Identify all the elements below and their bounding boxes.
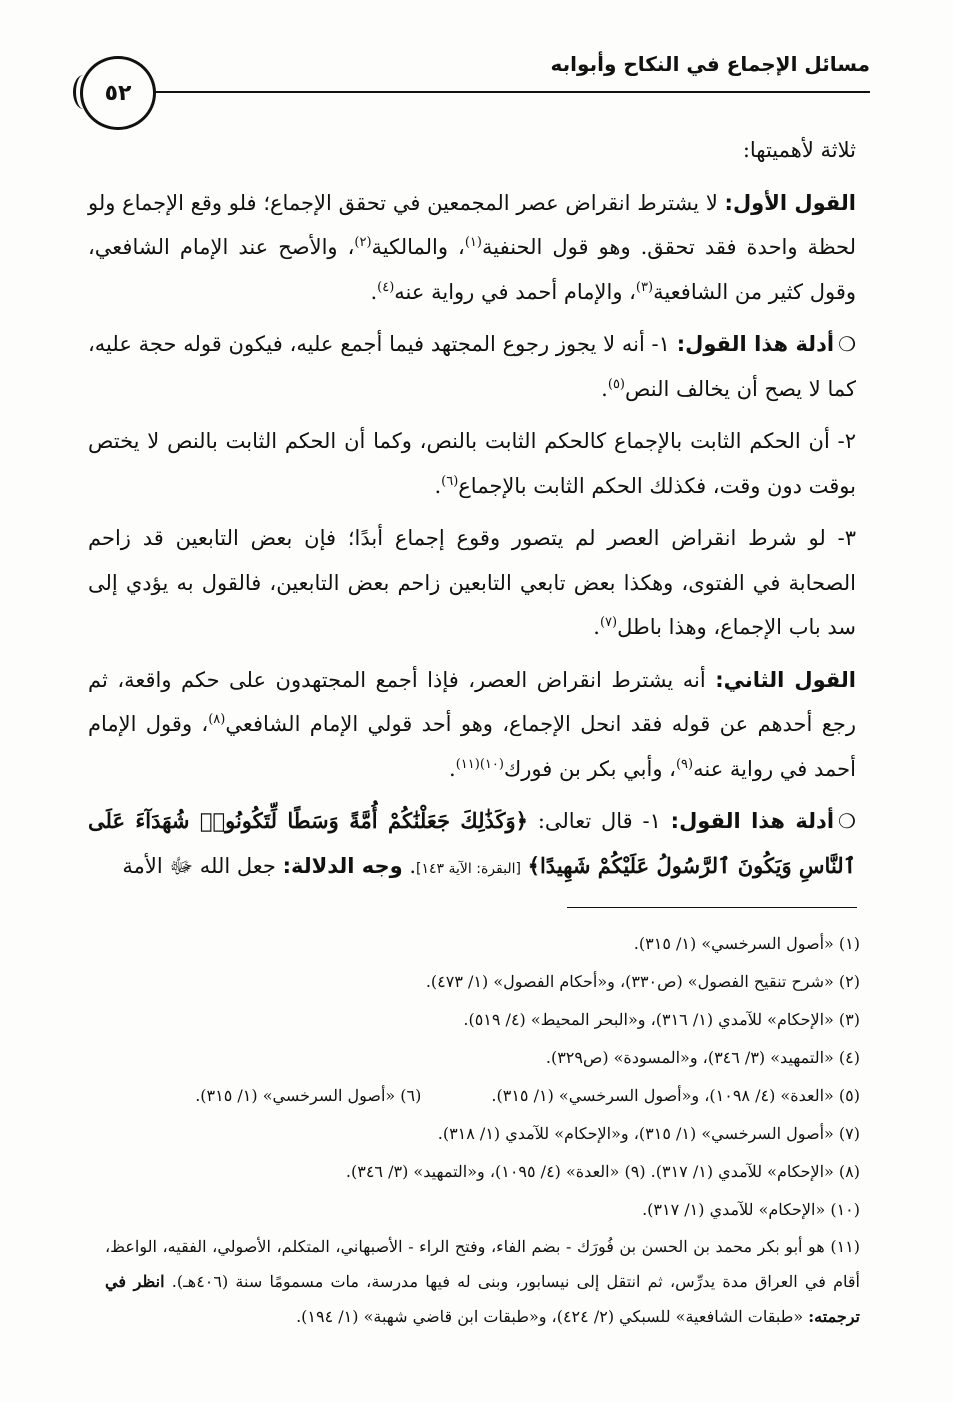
footnote-ref-4[interactable]: (٤) bbox=[377, 279, 395, 295]
header-rule bbox=[90, 91, 870, 93]
circle-bullet-icon: ❍ bbox=[838, 809, 856, 833]
footnote-ref-9[interactable]: (٩) bbox=[675, 756, 694, 772]
page-number-badge bbox=[80, 56, 156, 130]
footnote-1: (١) «أصول السرخسي» (١/ ٣١٥). bbox=[633, 934, 860, 953]
footnote-4: (٤) «التمهيد» (٣/ ٣٤٦)، و«المسودة» (ص٣٢٩). bbox=[545, 1048, 860, 1067]
quran-verse: ﴿وَكَذَٰلِكَ جَعَلْنَٰكُمْ أُمَّةً وَسَطًا لِّتَكُونُوا۟ شُهَدَآءَ عَلَى ٱلنَّاسِ وَيَكُونَ ٱلرَّسُولُ عَلَيْكُمْ شَهِيدًا﴾ bbox=[88, 808, 856, 878]
paragraph-second-opinion: القول الثاني: أنه يشترط انقراض العصر، فإذا أجمع المجتهدون على حكم واقعة، ثم رجع أحدهم عن قوله فقد انحل الإجماع، وهو أحد قولي الإمام الشافعي$^{(٨)}$، وقول الإمام أحمد في رواية عنه$^{(٩)}$، وأبي بكر بن فورك$^{(١٠)(١١)}$. bbox=[88, 667, 857, 781]
footnote-ref-10-11[interactable]: (١٠)(١١) bbox=[455, 756, 504, 772]
heading-indication: وجه الدلالة: bbox=[282, 853, 403, 878]
footnote-ref-1[interactable]: (١) bbox=[464, 235, 482, 250]
footnote-6: (٦) «أصول السرخسي» (١/ ٣١٥). bbox=[195, 1086, 422, 1105]
footnote-separator bbox=[567, 907, 857, 908]
paragraph-intro: ثلاثة لأهميتها: bbox=[742, 138, 856, 162]
heading-evidence-first: أدلة هذا القول: bbox=[676, 332, 835, 356]
circle-bullet-icon: ❍ bbox=[838, 332, 856, 356]
paragraph-first-opinion: القول الأول: لا يشترط انقراض عصر المجمعين في تحقق الإجماع؛ فلو وقع الإجماع ولو لحظة واحدة فقد تحقق. وهو قول الحنفية$^{(١)}$، والمالكية$^{(٢)}$، والأصح عند الإمام الشافعي، وقول كثير من الشافعية$^{(٣)}$، والإمام أحمد في رواية عنه$^{(٤)}$. bbox=[88, 190, 856, 304]
paragraph-evidence-2: ٢- أن الحكم الثابت بالإجماع كالحكم الثابت بالنص، وكما أن الحكم الثابت بالنص لا يختص بوقت دون وقت، فكذلك الحكم الثابت بالإجماع$^{(٦)}$. bbox=[88, 429, 856, 498]
footnote-3: (٣) «الإحكام» للآمدي (١/ ٣١٦)، و«البحر المحيط» (٤/ ٥١٩). bbox=[463, 1010, 860, 1029]
paragraph-evidence-second: ❍أدلة هذا القول: ١- قال تعالى: ﴿وَكَذَٰلِكَ جَعَلْنَٰكُمْ أُمَّةً وَسَطًا لِّتَكُونُوا۟ شُهَدَآءَ عَلَى ٱلنَّاسِ وَيَكُونَ ٱلرَّسُولُ عَلَيْكُمْ شَهِيدًا﴾ [البقرة: الآية ١٤٣]. وجه الدلالة: جعل الله ﷻ الأمة bbox=[88, 808, 856, 878]
footnote-ref-7[interactable]: (٧) bbox=[599, 615, 618, 630]
footnote-5: (٥) «العدة» (٤/ ١٠٩٨)، و«أصول السرخسي» (١/ ٣١٥). bbox=[491, 1086, 860, 1105]
footnote-11: (١١) هو أبو بكر محمد بن الحسن بن فُورَك - بضم الفاء، وفتح الراء - الأصبهاني، المتكلم، الأصولي، الفقيه، الواعظ، أقام في العراق مدة يدرِّس، ثم انتقل إلى نيسابور، وبنى له فيها مدرسة، مات مسمومًا سنة (٤٠٦هـ). انظر في ترجمته: «طبقات الشافعية» للسبكي (٢/ ٤٢٤)، و«طبقات ابن قاضي شهبة» (١/ ١٩٤). bbox=[105, 1237, 860, 1326]
page-number: ٥٢ bbox=[104, 80, 132, 106]
footnotes bbox=[105, 925, 860, 1334]
footnote-ref-3[interactable]: (٣) bbox=[635, 279, 654, 295]
footnote-10: (١٠) «الإحكام» للآمدي (١/ ٣١٧). bbox=[642, 1200, 860, 1219]
footnote-ref-2[interactable]: (٢) bbox=[354, 235, 372, 250]
heading-first-opinion: القول الأول: bbox=[724, 190, 856, 215]
footnote-7: (٧) «أصول السرخسي» (١/ ٣١٥)، و«الإحكام» للآمدي (١/ ٣١٨). bbox=[437, 1124, 860, 1143]
footnote-5-6 bbox=[105, 1077, 860, 1115]
paragraph-evidence-3: ٣- لو شرط انقراض العصر لم يتصور وقوع إجماع أبدًا؛ فإن بعض التابعين قد زاحم الصحابة في الفتوى، وهكذا بعض تابعي التابعين زاحم بعض التابعين، فالقول به يؤدي إلى سد باب الإجماع، وهذا باطل$^{(٧)}$. bbox=[88, 526, 856, 639]
footnote-2: (٢) «شرح تنقيح الفصول» (ص٣٣٠)، و«أحكام الفصول» (١/ ٤٧٣). bbox=[425, 972, 860, 991]
running-title: مسائل الإجماع في النكاح وأبوابه bbox=[550, 52, 870, 76]
body-text bbox=[88, 128, 856, 899]
footnote-ref-5[interactable]: (٥) bbox=[607, 376, 625, 392]
verse-reference: [البقرة: الآية ١٤٣] bbox=[416, 860, 521, 877]
heading-second-opinion: القول الثاني: bbox=[715, 667, 856, 692]
footnote-ref-8[interactable]: (٨) bbox=[208, 712, 226, 727]
paragraph-evidence-first: ❍أدلة هذا القول: ١- أنه لا يجوز رجوع المجتهد فيما أجمع عليه، فيكون قوله حجة عليه، كما لا يصح أن يخالف النص$^{(٥)}$. bbox=[88, 332, 856, 401]
footnote-8-9: (٨) «الإحكام» للآمدي (١/ ٣١٧). (٩) «العدة» (٤/ ١٠٩٥)، و«التمهيد» (٣/ ٣٤٦). bbox=[345, 1162, 860, 1181]
running-header bbox=[80, 38, 870, 108]
footnote-ref-6[interactable]: (٦) bbox=[441, 473, 459, 489]
heading-evidence-second: أدلة هذا القول: bbox=[670, 809, 835, 833]
footnote-11-lead: انظر في ترجمته: bbox=[105, 1272, 860, 1326]
